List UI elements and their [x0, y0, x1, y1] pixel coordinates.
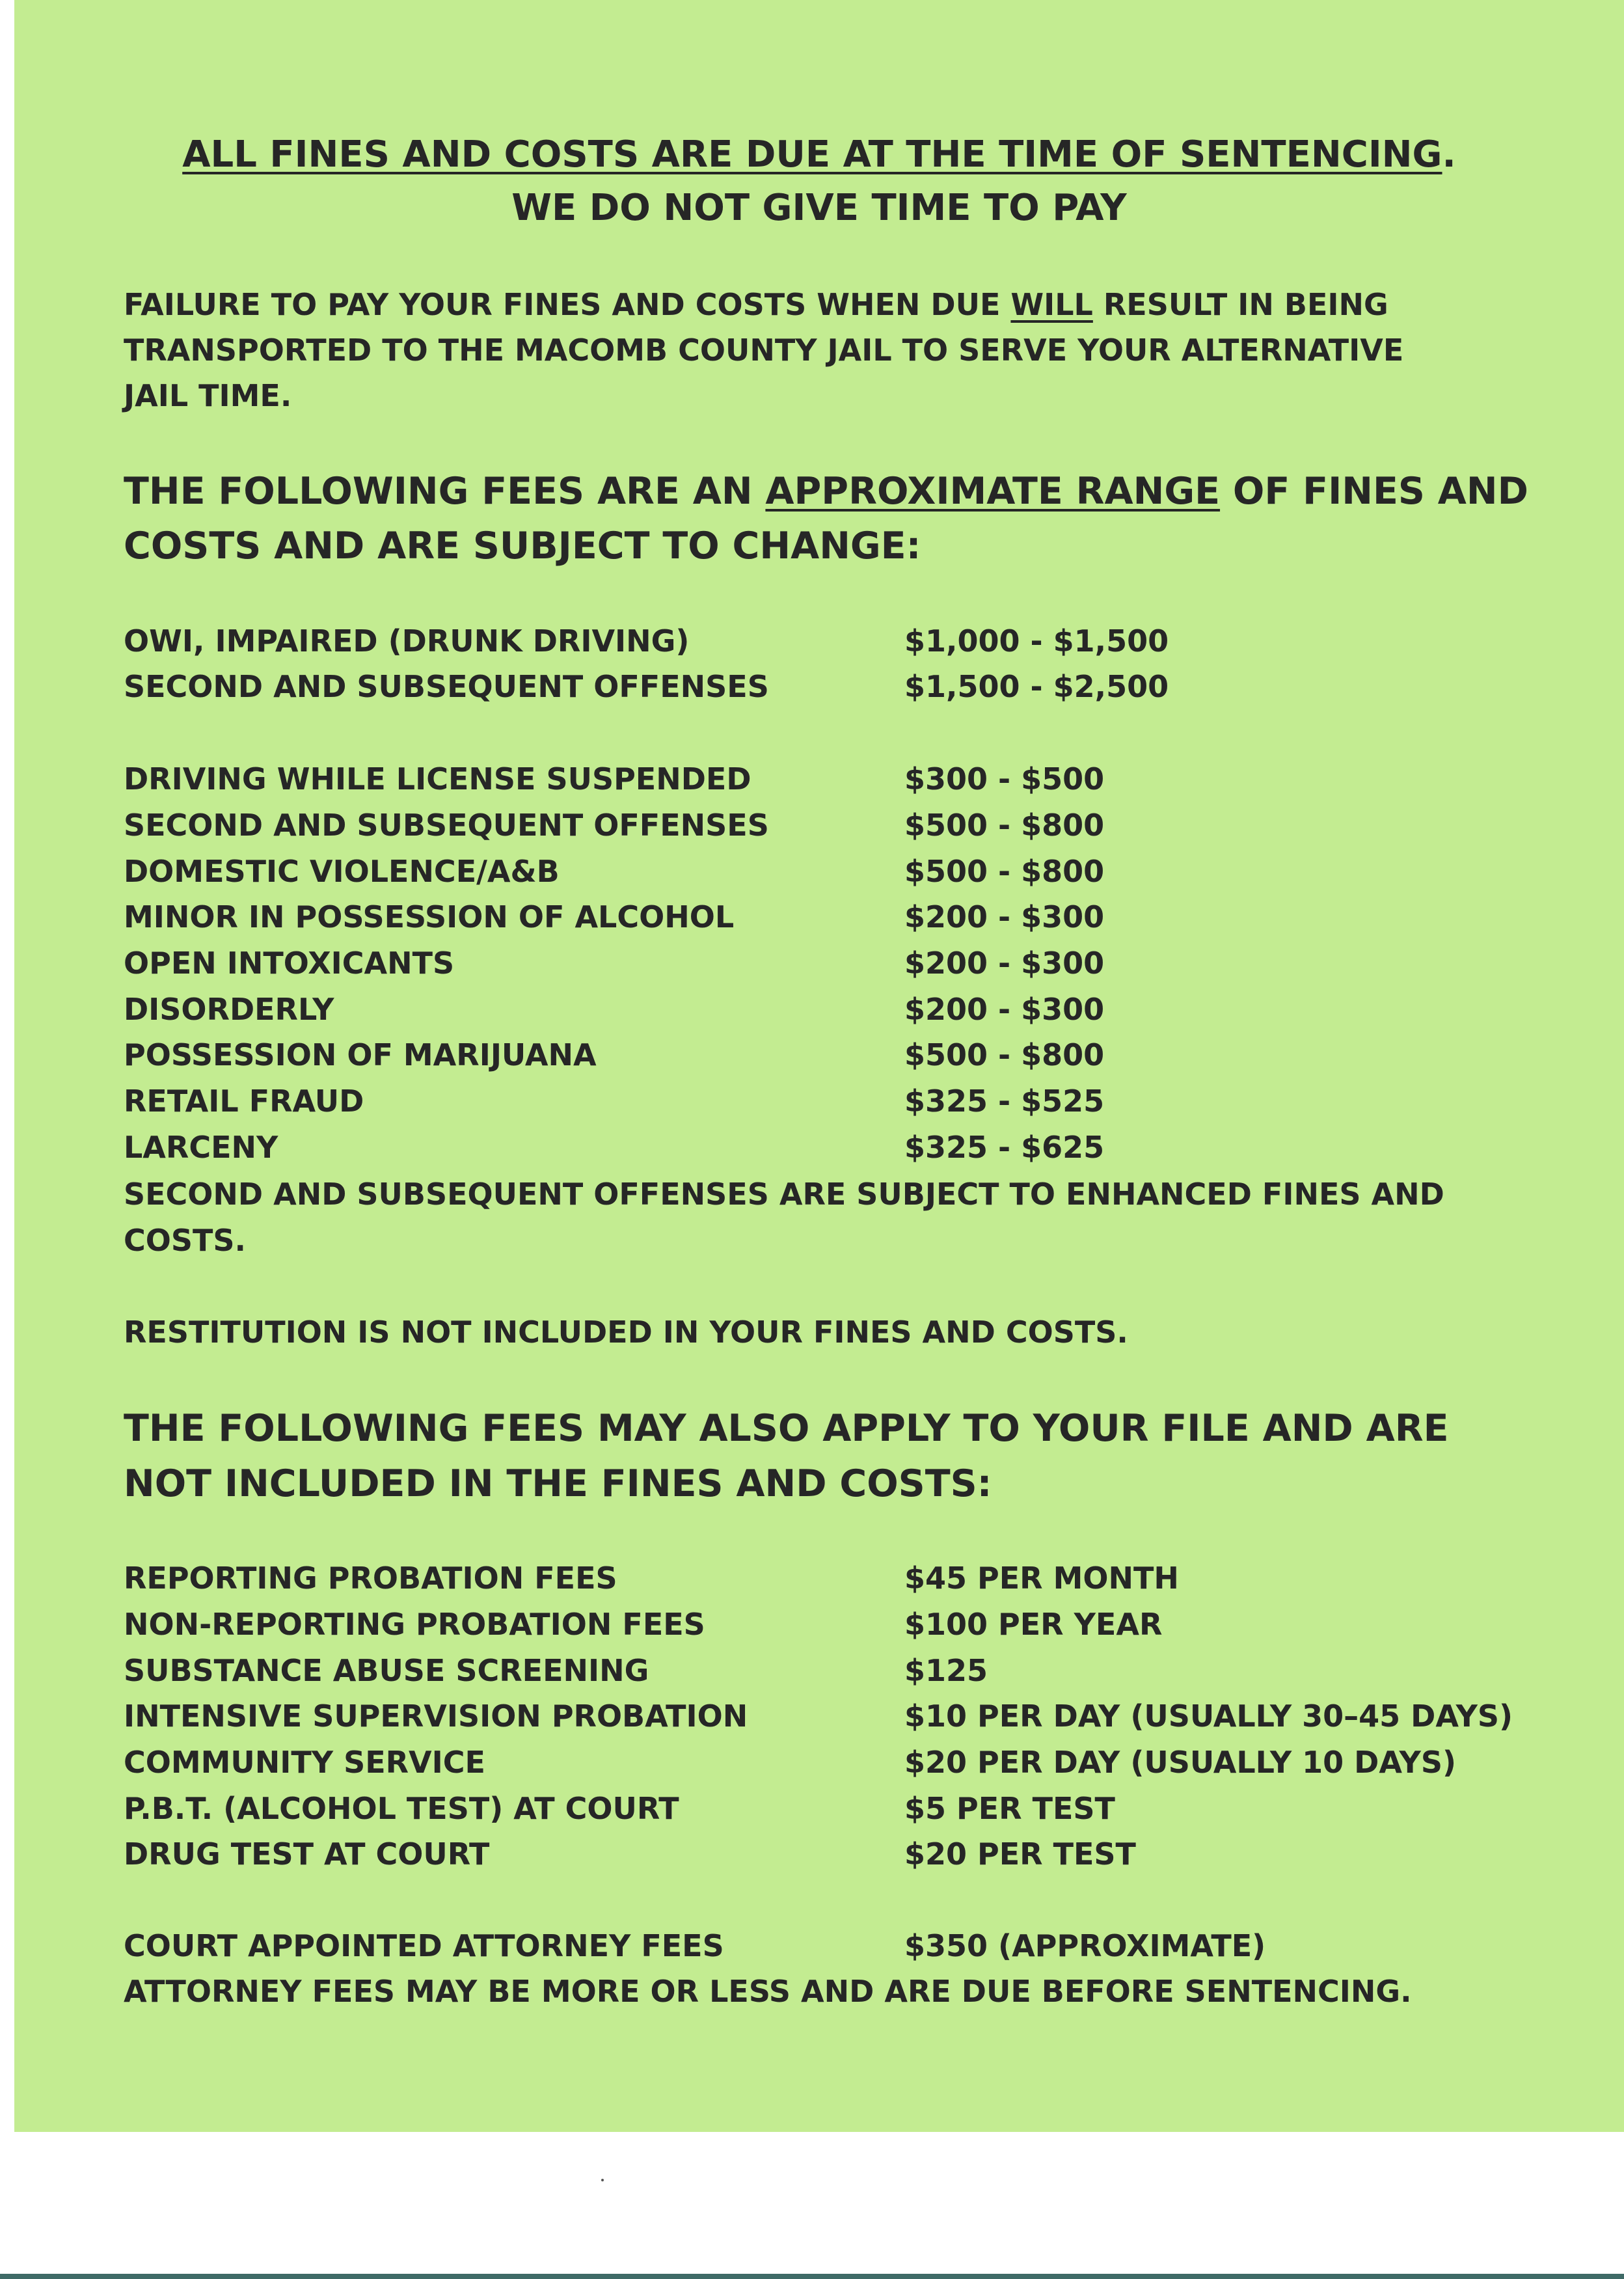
fee-row-amount: $20 PER TEST [904, 1836, 1136, 1872]
header-due-at-sentencing: ALL FINES AND COSTS ARE DUE AT THE TIME OF SENTENCING [182, 133, 1442, 176]
fee-row-label: NON-REPORTING PROBATION FEES [124, 1607, 705, 1642]
range-heading-text-b: OF FINES AND [1220, 470, 1528, 513]
failure-text-a: FAILURE TO PAY YOUR FINES AND COSTS WHEN DUE [124, 287, 1011, 322]
fee-row-amount: $20 PER DAY (USUALLY 10 DAYS) [904, 1745, 1457, 1780]
fee-row-amount: $45 PER MONTH [904, 1561, 1179, 1596]
scan-edge-line [0, 2274, 1624, 2279]
restitution-note: RESTITUTION IS NOT INCLUDED IN YOUR FINES AND COSTS. [124, 1315, 1128, 1350]
fee-row-label: DRUG TEST AT COURT [124, 1836, 490, 1872]
range-heading-line-2: COSTS AND ARE SUBJECT TO CHANGE: [124, 525, 921, 567]
attorney-fee-amount: $350 (APPROXIMATE) [904, 1928, 1266, 1963]
offense-row-label: RETAIL FRAUD [124, 1084, 364, 1119]
fee-row-label: COMMUNITY SERVICE [124, 1745, 485, 1780]
offense-row-amount: $500 - $800 [904, 808, 1105, 843]
offense-row-label: SECOND AND SUBSEQUENT OFFENSES [124, 808, 769, 843]
fee-row-label: P.B.T. (ALCOHOL TEST) AT COURT [124, 1791, 679, 1826]
enhanced-note-line-1: SECOND AND SUBSEQUENT OFFENSES ARE SUBJECT TO ENHANCED FINES AND [124, 1177, 1444, 1212]
failure-will-underlined: WILL [1010, 287, 1093, 322]
offense-row-amount: $325 - $525 [904, 1084, 1105, 1119]
offense-row-amount: $200 - $300 [904, 899, 1105, 935]
offense-row-amount: $200 - $300 [904, 946, 1105, 981]
header-line-1 [14, 133, 1624, 176]
failure-line-2: TRANSPORTED TO THE MACOMB COUNTY JAIL TO SERVE YOUR ALTERNATIVE [124, 333, 1404, 368]
fee-row-amount: $5 PER TEST [904, 1791, 1115, 1826]
range-heading-underlined: APPROXIMATE RANGE [765, 470, 1221, 513]
fees-heading-line-1: THE FOLLOWING FEES MAY ALSO APPLY TO YOUR FILE AND ARE [124, 1407, 1449, 1450]
fee-row-amount: $10 PER DAY (USUALLY 30–45 DAYS) [904, 1699, 1513, 1734]
range-heading-text-a: THE FOLLOWING FEES ARE AN [124, 470, 766, 513]
offense-row-amount: $500 - $800 [904, 854, 1105, 889]
offense-row-label: DOMESTIC VIOLENCE/A&B [124, 854, 560, 889]
range-heading-line-1 [124, 470, 1528, 513]
header-period: . [1442, 133, 1456, 176]
fee-row-label: SUBSTANCE ABUSE SCREENING [124, 1653, 649, 1688]
owi-row-amount: $1,000 - $1,500 [904, 623, 1169, 659]
offense-row-label: DISORDERLY [124, 992, 334, 1027]
enhanced-note-line-2: COSTS. [124, 1223, 246, 1258]
offense-row-label: DRIVING WHILE LICENSE SUSPENDED [124, 761, 751, 797]
header-no-time-to-pay: WE DO NOT GIVE TIME TO PAY [511, 187, 1127, 229]
failure-line-3: JAIL TIME. [124, 378, 292, 413]
failure-text-b: RESULT IN BEING [1092, 287, 1388, 322]
owi-second-offense: SECOND AND SUBSEQUENT OFFENSES [124, 669, 769, 704]
fee-row-label: REPORTING PROBATION FEES [124, 1561, 617, 1596]
fee-row-label: INTENSIVE SUPERVISION PROBATION [124, 1699, 748, 1734]
offense-row-label: MINOR IN POSSESSION OF ALCOHOL [124, 899, 735, 935]
owi-row-offense: OWI, IMPAIRED (DRUNK DRIVING) [124, 623, 690, 659]
attorney-fee-note: ATTORNEY FEES MAY BE MORE OR LESS AND ARE DUE BEFORE SENTENCING. [124, 1974, 1412, 2009]
fee-row-amount: $100 PER YEAR [904, 1607, 1163, 1642]
fee-row-amount: $125 [904, 1653, 988, 1688]
offense-row-amount: $325 - $625 [904, 1130, 1105, 1165]
attorney-fee-label: COURT APPOINTED ATTORNEY FEES [124, 1928, 724, 1963]
green-paper-sheet [14, 0, 1624, 2132]
offense-row-amount: $500 - $800 [904, 1037, 1105, 1072]
offense-row-amount: $300 - $500 [904, 761, 1105, 797]
owi-second-amount: $1,500 - $2,500 [904, 669, 1169, 704]
failure-line-1 [124, 287, 1388, 322]
offense-row-label: LARCENY [124, 1130, 278, 1165]
scan-speck [601, 2179, 604, 2181]
fees-heading-line-2: NOT INCLUDED IN THE FINES AND COSTS: [124, 1462, 992, 1505]
offense-row-amount: $200 - $300 [904, 992, 1105, 1027]
offense-row-label: OPEN INTOXICANTS [124, 946, 455, 981]
offense-row-label: POSSESSION OF MARIJUANA [124, 1037, 597, 1072]
